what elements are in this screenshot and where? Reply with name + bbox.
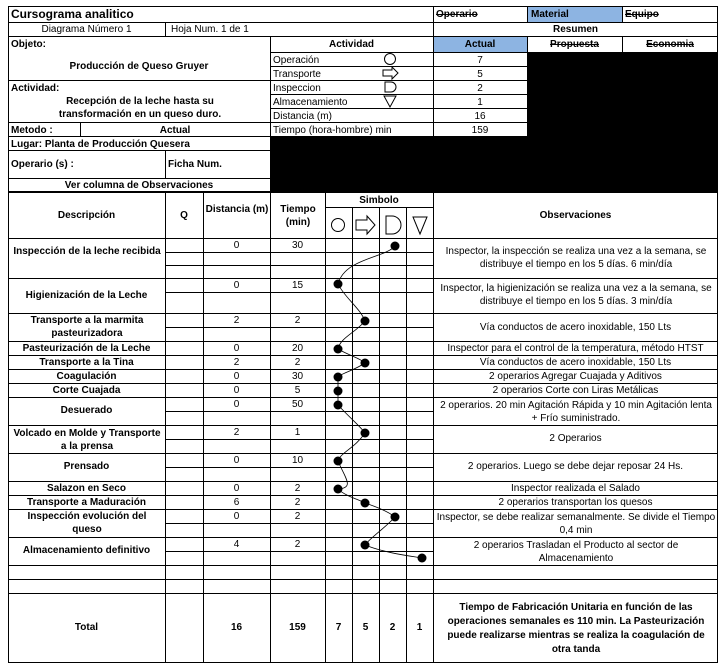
total-storage: 1 <box>416 622 423 633</box>
row-time: 2 <box>294 511 301 522</box>
row-obs: 2 operarios. Luego se debe dejar reposar 24 Hs. <box>467 461 684 472</box>
summary-label-almacenamiento: Almacenamiento <box>273 97 348 108</box>
tab-material[interactable]: Material <box>531 9 569 20</box>
summary-label-inspeccion: Inspeccion <box>273 83 321 94</box>
row-obs: Inspector, la inspección se realiza una vez a la semana, se distribuye el tiempo en los 5 días. 6 min/día <box>445 246 707 270</box>
row-desc: Prensado <box>63 461 110 472</box>
see-observations: Ver columna de Observaciones <box>64 180 214 191</box>
row-desc: Transporte a Maduración <box>27 497 146 508</box>
operation-icon <box>332 219 345 232</box>
inspection-icon <box>385 82 396 92</box>
summary-value-inspeccion: 2 <box>477 83 483 94</box>
row-desc: Higienización de la Leche <box>25 290 148 301</box>
row-time: 2 <box>294 315 301 326</box>
flow-dot <box>334 280 343 289</box>
flow-dot <box>334 457 343 466</box>
row-obs: Inspector, se debe realizar semanalmente. Se divide el Tiempo 0,4 min <box>436 512 716 536</box>
flow-dot <box>361 541 370 550</box>
summary-value-distancia: 16 <box>474 111 486 122</box>
operator-label: Operario (s) : <box>11 159 74 170</box>
summary-value-operacion: 7 <box>477 55 483 66</box>
row-dist: 0 <box>233 385 240 396</box>
row-obs: Inspector, la higienización se realiza una vez a la semana, se distribuye el tiempo en los 5 días. 3 min/día <box>440 283 712 307</box>
row-time: 30 <box>291 371 304 382</box>
col-q: Q <box>180 210 188 221</box>
row-time: 15 <box>291 280 304 291</box>
flow-dot <box>334 373 343 382</box>
row-desc: Coagulación <box>56 371 117 382</box>
proposal-col-header: Propuesta <box>550 39 599 50</box>
activity-label: Actividad: <box>11 83 60 94</box>
row-obs: 2 operarios Trasladan el Producto al sector de Almacenamiento <box>473 540 679 564</box>
col-distancia: Distancia (m) <box>205 204 269 215</box>
row-time: 5 <box>294 385 301 396</box>
summary-label-distancia: Distancia (m) <box>273 111 332 122</box>
row-desc: Inspección evolución del queso <box>27 511 147 535</box>
flow-dot <box>391 513 400 522</box>
inspection-icon <box>386 216 401 234</box>
row-time: 2 <box>294 357 301 368</box>
col-descripcion: Descripción <box>57 210 116 221</box>
place-label: Lugar: Planta de Producción Quesera <box>11 139 190 150</box>
total-label: Total <box>74 622 99 633</box>
method-value: Actual <box>159 125 191 136</box>
page-title: Cursograma analitico <box>11 7 134 21</box>
row-obs: 2 operarios Corte con Liras Metálicas <box>492 385 659 396</box>
row-dist: 0 <box>233 280 240 291</box>
row-time: 1 <box>294 427 301 438</box>
row-obs: 2 Operarios <box>549 433 602 444</box>
total-distance: 16 <box>230 622 243 633</box>
row-time: 2 <box>294 497 301 508</box>
method-label: Metodo : <box>11 125 53 136</box>
summary-symbols <box>380 52 410 122</box>
row-obs: 2 operarios Agregar Cuajada y Aditivos <box>489 371 662 382</box>
row-dist: 0 <box>233 511 240 522</box>
row-dist: 0 <box>233 455 240 466</box>
sheet-number: Hoja Num. 1 de 1 <box>171 24 249 35</box>
card-label: Ficha Num. <box>168 159 222 170</box>
flow-dot <box>361 429 370 438</box>
row-obs: Vía conductos de acero inoxidable, 150 Lts <box>479 357 672 368</box>
flow-dot <box>334 485 343 494</box>
summary-value-almacenamiento: 1 <box>477 97 483 108</box>
storage-icon <box>413 217 427 234</box>
row-time: 10 <box>291 455 304 466</box>
row-dist: 0 <box>233 399 240 410</box>
diagram-number: Diagrama Número 1 <box>41 24 132 35</box>
row-dist: 0 <box>233 483 240 494</box>
flow-dot <box>391 242 400 251</box>
flow-dot <box>334 401 343 410</box>
row-dist: 2 <box>233 427 240 438</box>
row-desc: Corte Cuajada <box>52 385 121 396</box>
row-dist: 6 <box>233 497 240 508</box>
row-time: 2 <box>294 539 301 550</box>
summary-value-tiempo: 159 <box>471 125 489 136</box>
row-desc: Pasteurización de la Leche <box>22 343 151 354</box>
col-simbolo: Simbolo <box>359 195 399 206</box>
row-time: 30 <box>291 240 304 251</box>
total-inspections: 2 <box>389 622 396 633</box>
total-transports: 5 <box>362 622 369 633</box>
row-desc: Inspección de la leche recibida <box>13 246 161 257</box>
transport-icon <box>383 67 398 79</box>
storage-icon <box>384 96 396 107</box>
row-obs: Vía conductos de acero inoxidable, 150 Lts <box>479 322 672 333</box>
row-dist: 0 <box>233 371 240 382</box>
total-time: 159 <box>289 622 306 633</box>
flow-dot <box>361 499 370 508</box>
row-obs: 2 operarios transportan los quesos <box>498 497 653 508</box>
economy-col-header: Economia <box>646 39 694 50</box>
operation-icon <box>385 54 396 65</box>
row-time: 2 <box>294 483 301 494</box>
flow-dot <box>334 345 343 354</box>
tab-equipo[interactable]: Equipo <box>625 9 659 20</box>
summary-value-transporte: 5 <box>477 69 483 80</box>
activity-value: Recepción de la leche hasta su transformación en un queso duro. <box>58 96 222 120</box>
summary-label-transporte: Transporte <box>273 69 321 80</box>
row-desc: Volcado en Molde y Transporte a la prensa <box>13 428 161 452</box>
summary-label-tiempo: Tiempo (hora-hombre) min <box>273 125 392 136</box>
row-dist: 0 <box>233 343 240 354</box>
activity-col-header: Actividad <box>328 39 374 50</box>
row-desc: Desuerado <box>60 405 113 416</box>
row-obs: Inspector realizada el Salado <box>511 483 640 494</box>
row-dist: 2 <box>233 357 240 368</box>
row-time: 20 <box>291 343 304 354</box>
row-dist: 2 <box>233 315 240 326</box>
row-desc: Almacenamiento definitivo <box>22 545 151 556</box>
flow-diagram <box>325 238 433 568</box>
row-desc: Transporte a la marmita pasteurizadora <box>30 315 144 339</box>
header-symbols <box>325 208 433 238</box>
header-blackout <box>271 137 718 192</box>
row-time: 50 <box>291 399 304 410</box>
object-label: Objeto: <box>11 39 46 50</box>
summary-blackout <box>527 52 718 136</box>
flow-dot <box>361 317 370 326</box>
tab-operario[interactable]: Operario <box>436 9 478 20</box>
row-desc: Salazon en Seco <box>47 483 126 494</box>
actual-col-header: Actual <box>464 39 496 50</box>
summary-label: Resumen <box>552 24 598 35</box>
total-operations: 7 <box>335 622 342 633</box>
col-tiempo: Tiempo (min) <box>280 204 316 228</box>
flow-dot <box>418 554 427 563</box>
row-dist: 0 <box>233 240 240 251</box>
row-dist: 4 <box>233 539 240 550</box>
transport-icon <box>356 216 375 234</box>
flow-dot <box>361 359 370 368</box>
total-note: Tiempo de Fabricación Unitaria en función de las operaciones semanales es 110 min. La Pasteurización puede realizarse mientras se realiza la coagulación de otra tanda <box>447 602 705 655</box>
flow-dot <box>334 387 343 396</box>
summary-label-operacion: Operación <box>273 55 320 66</box>
object-value: Producción de Queso Gruyer <box>69 61 209 72</box>
row-desc: Transporte a la Tina <box>39 357 134 368</box>
row-obs: Inspector para el control de la temperatura, método HTST <box>447 343 704 354</box>
col-observaciones: Observaciones <box>539 210 612 221</box>
row-obs: 2 operarios. 20 min Agitación Rápida y 10 min Agitación lenta + Frío suministrado. <box>440 400 712 424</box>
